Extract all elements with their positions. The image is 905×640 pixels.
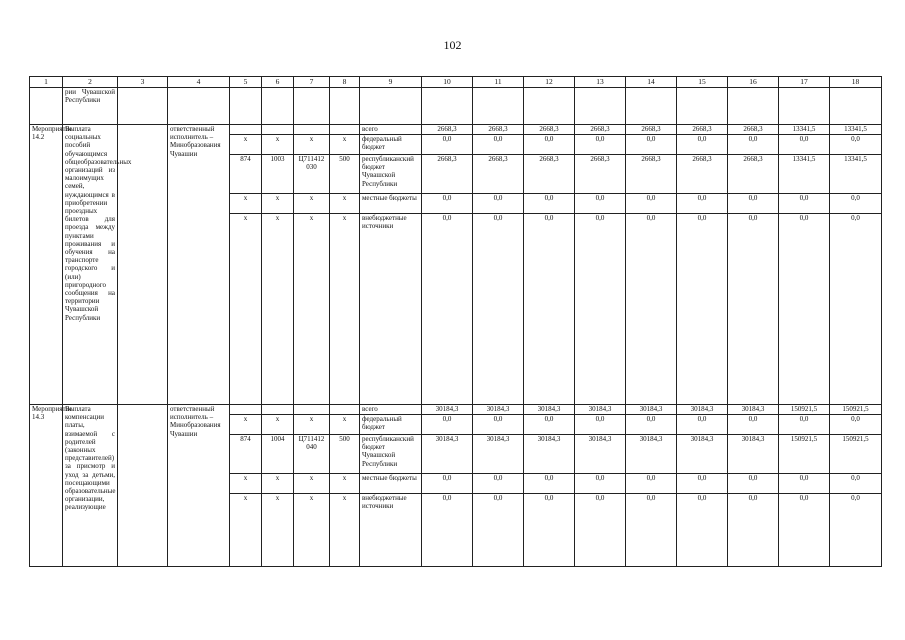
amount-cell: 0,0 bbox=[524, 415, 575, 435]
column-number: 15 bbox=[677, 77, 728, 88]
code-cell-c5: x bbox=[230, 494, 262, 567]
code-cell-c5: x bbox=[230, 415, 262, 435]
code-cell-c7: x bbox=[294, 415, 330, 435]
code-cell-c6: x bbox=[262, 214, 294, 405]
code-cell-c8 bbox=[330, 125, 360, 135]
amount-cell: 30184,3 bbox=[677, 435, 728, 474]
funding-source: республиканский бюджет Чувашской Республики bbox=[360, 155, 422, 194]
amount-cell: 0,0 bbox=[473, 194, 524, 214]
empty-cell bbox=[830, 88, 882, 125]
amount-cell: 0,0 bbox=[422, 415, 473, 435]
column-number: 2 bbox=[63, 77, 118, 88]
amount-cell: 2668,3 bbox=[677, 125, 728, 135]
column-number-row bbox=[30, 77, 882, 88]
amount-cell: 0,0 bbox=[728, 214, 779, 405]
code-cell-c6: x bbox=[262, 135, 294, 155]
column-number: 17 bbox=[779, 77, 830, 88]
amount-cell: 0,0 bbox=[473, 135, 524, 155]
amount-cell: 0,0 bbox=[422, 494, 473, 567]
funding-source: всего bbox=[360, 405, 422, 415]
funding-source: внебюджетные источники bbox=[360, 494, 422, 567]
amount-cell: 2668,3 bbox=[626, 125, 677, 135]
empty-cell bbox=[524, 88, 575, 125]
column-number: 6 bbox=[262, 77, 294, 88]
amount-cell: 0,0 bbox=[779, 474, 830, 494]
table-row bbox=[30, 405, 882, 415]
budget-table bbox=[29, 76, 882, 567]
amount-cell: 30184,3 bbox=[473, 435, 524, 474]
amount-cell: 30184,3 bbox=[524, 435, 575, 474]
code-cell-c5: 874 bbox=[230, 435, 262, 474]
amount-cell: 0,0 bbox=[422, 214, 473, 405]
amount-cell: 30184,3 bbox=[728, 405, 779, 415]
measure-executor: ответственный исполнитель – Минобразования Чувашии bbox=[168, 405, 230, 567]
code-cell-c5: x bbox=[230, 474, 262, 494]
amount-cell: 0,0 bbox=[626, 415, 677, 435]
amount-cell: 30184,3 bbox=[422, 405, 473, 415]
measure-executor: ответственный исполнитель – Минобразования Чувашии bbox=[168, 125, 230, 405]
amount-cell: 30184,3 bbox=[728, 435, 779, 474]
amount-cell: 0,0 bbox=[728, 194, 779, 214]
code-cell-c7: x bbox=[294, 194, 330, 214]
measure-code: Мероприятие 14.2 bbox=[30, 125, 63, 405]
amount-cell: 13341,5 bbox=[830, 155, 882, 194]
amount-cell: 0,0 bbox=[575, 194, 626, 214]
amount-cell: 0,0 bbox=[677, 494, 728, 567]
empty-cell bbox=[360, 88, 422, 125]
amount-cell: 30184,3 bbox=[524, 405, 575, 415]
amount-cell: 0,0 bbox=[473, 474, 524, 494]
code-cell-c8: 500 bbox=[330, 155, 360, 194]
amount-cell: 150921,5 bbox=[830, 435, 882, 474]
amount-cell: 0,0 bbox=[830, 494, 882, 567]
empty-cell bbox=[779, 88, 830, 125]
column-number: 8 bbox=[330, 77, 360, 88]
amount-cell: 0,0 bbox=[575, 214, 626, 405]
amount-cell: 2668,3 bbox=[422, 125, 473, 135]
column-number: 10 bbox=[422, 77, 473, 88]
column-number: 11 bbox=[473, 77, 524, 88]
funding-source: федеральный бюджет bbox=[360, 135, 422, 155]
amount-cell: 13341,5 bbox=[779, 125, 830, 135]
empty-cell bbox=[330, 88, 360, 125]
amount-cell: 0,0 bbox=[524, 214, 575, 405]
column-number: 5 bbox=[230, 77, 262, 88]
code-cell-c5 bbox=[230, 125, 262, 135]
code-cell-c8: x bbox=[330, 474, 360, 494]
amount-cell: 13341,5 bbox=[830, 125, 882, 135]
amount-cell: 0,0 bbox=[677, 194, 728, 214]
code-cell-c5: 874 bbox=[230, 155, 262, 194]
amount-cell: 0,0 bbox=[626, 135, 677, 155]
amount-cell: 0,0 bbox=[422, 135, 473, 155]
amount-cell: 0,0 bbox=[728, 135, 779, 155]
amount-cell: 0,0 bbox=[728, 415, 779, 435]
amount-cell: 0,0 bbox=[524, 494, 575, 567]
funding-source: местные бюджеты bbox=[360, 194, 422, 214]
code-cell-c7: x bbox=[294, 214, 330, 405]
code-cell-c5 bbox=[230, 405, 262, 415]
code-cell-c6: x bbox=[262, 194, 294, 214]
amount-cell: 0,0 bbox=[779, 415, 830, 435]
empty-cell bbox=[677, 88, 728, 125]
amount-cell: 0,0 bbox=[677, 214, 728, 405]
table-row bbox=[30, 125, 882, 135]
amount-cell: 0,0 bbox=[779, 494, 830, 567]
amount-cell: 0,0 bbox=[677, 474, 728, 494]
empty-cell bbox=[728, 88, 779, 125]
amount-cell: 0,0 bbox=[575, 415, 626, 435]
code-cell-c7 bbox=[294, 405, 330, 415]
amount-cell: 150921,5 bbox=[830, 405, 882, 415]
column-number: 18 bbox=[830, 77, 882, 88]
amount-cell: 2668,3 bbox=[524, 155, 575, 194]
amount-cell: 0,0 bbox=[626, 214, 677, 405]
empty-cell bbox=[168, 88, 230, 125]
code-cell-c8: x bbox=[330, 415, 360, 435]
amount-cell: 2668,3 bbox=[728, 155, 779, 194]
code-cell-c7: x bbox=[294, 135, 330, 155]
column-number: 14 bbox=[626, 77, 677, 88]
column-number: 7 bbox=[294, 77, 330, 88]
empty-cell bbox=[422, 88, 473, 125]
amount-cell: 30184,3 bbox=[422, 435, 473, 474]
amount-cell: 0,0 bbox=[830, 194, 882, 214]
code-cell-c7: x bbox=[294, 474, 330, 494]
measure-code: Мероприятие 14.3 bbox=[30, 405, 63, 567]
code-cell-c6: 1003 bbox=[262, 155, 294, 194]
page-number: 102 bbox=[443, 38, 462, 52]
funding-source: всего bbox=[360, 125, 422, 135]
measure-name: Выплата компенсации платы, взимаемой с родителей (законных представителей) за присмотр и уход за детьми, посещающими образовательные организации, реализующие bbox=[63, 405, 118, 567]
code-cell-c6 bbox=[262, 125, 294, 135]
measure-col3 bbox=[118, 125, 168, 405]
code-cell-c5: x bbox=[230, 214, 262, 405]
amount-cell: 0,0 bbox=[524, 135, 575, 155]
amount-cell: 2668,3 bbox=[524, 125, 575, 135]
amount-cell: 0,0 bbox=[473, 494, 524, 567]
amount-cell: 0,0 bbox=[575, 474, 626, 494]
code-cell-c6: 1004 bbox=[262, 435, 294, 474]
funding-source: внебюджетные источники bbox=[360, 214, 422, 405]
code-cell-c8 bbox=[330, 405, 360, 415]
code-cell-c6 bbox=[262, 405, 294, 415]
empty-cell bbox=[473, 88, 524, 125]
code-cell-c6: x bbox=[262, 474, 294, 494]
empty-cell bbox=[294, 88, 330, 125]
funding-source: местные бюджеты bbox=[360, 474, 422, 494]
amount-cell: 0,0 bbox=[524, 474, 575, 494]
funding-source: федеральный бюджет bbox=[360, 415, 422, 435]
amount-cell: 30184,3 bbox=[626, 435, 677, 474]
column-number: 16 bbox=[728, 77, 779, 88]
code-cell-c7: Ц711412 030 bbox=[294, 155, 330, 194]
code-cell-c8: x bbox=[330, 214, 360, 405]
code-cell-c8: 500 bbox=[330, 435, 360, 474]
amount-cell: 0,0 bbox=[830, 214, 882, 405]
amount-cell: 0,0 bbox=[830, 415, 882, 435]
amount-cell: 0,0 bbox=[626, 474, 677, 494]
code-cell-c8: x bbox=[330, 494, 360, 567]
amount-cell: 30184,3 bbox=[575, 405, 626, 415]
code-cell-c7: Ц711412 040 bbox=[294, 435, 330, 474]
amount-cell: 0,0 bbox=[779, 135, 830, 155]
empty-cell bbox=[118, 88, 168, 125]
empty-cell bbox=[575, 88, 626, 125]
amount-cell: 0,0 bbox=[626, 194, 677, 214]
amount-cell: 2668,3 bbox=[677, 155, 728, 194]
amount-cell: 2668,3 bbox=[422, 155, 473, 194]
amount-cell: 0,0 bbox=[473, 415, 524, 435]
amount-cell: 2668,3 bbox=[728, 125, 779, 135]
amount-cell: 0,0 bbox=[524, 194, 575, 214]
continuation-text: рии Чувашской Республики bbox=[63, 88, 118, 125]
code-cell-c6: x bbox=[262, 494, 294, 567]
amount-cell: 0,0 bbox=[677, 415, 728, 435]
column-number: 1 bbox=[30, 77, 63, 88]
amount-cell: 150921,5 bbox=[779, 435, 830, 474]
amount-cell: 2668,3 bbox=[473, 125, 524, 135]
amount-cell: 0,0 bbox=[779, 214, 830, 405]
empty-cell bbox=[262, 88, 294, 125]
amount-cell: 0,0 bbox=[728, 494, 779, 567]
column-number: 12 bbox=[524, 77, 575, 88]
amount-cell: 0,0 bbox=[728, 474, 779, 494]
amount-cell: 2668,3 bbox=[626, 155, 677, 194]
funding-source: республиканский бюджет Чувашской Республики bbox=[360, 435, 422, 474]
measure-name: Выплата социальных пособий обучающимся общеобразовательных организаций из малоимущих семей, нуждающимся в приобретении проездных билетов для проезда между пунктами проживания и обучения на транспорте городского и (или) пригородного сообщения на территории Чувашской Республики bbox=[63, 125, 118, 405]
amount-cell: 13341,5 bbox=[779, 155, 830, 194]
code-cell-c8: x bbox=[330, 135, 360, 155]
code-cell-c5: x bbox=[230, 135, 262, 155]
amount-cell: 2668,3 bbox=[575, 125, 626, 135]
column-number: 4 bbox=[168, 77, 230, 88]
amount-cell: 0,0 bbox=[830, 135, 882, 155]
amount-cell: 0,0 bbox=[677, 135, 728, 155]
code-cell-c8: x bbox=[330, 194, 360, 214]
code-cell-c7: x bbox=[294, 494, 330, 567]
amount-cell: 0,0 bbox=[422, 474, 473, 494]
amount-cell: 0,0 bbox=[575, 135, 626, 155]
code-cell-c7 bbox=[294, 125, 330, 135]
measure-col3 bbox=[118, 405, 168, 567]
amount-cell: 30184,3 bbox=[677, 405, 728, 415]
amount-cell: 150921,5 bbox=[779, 405, 830, 415]
empty-cell bbox=[230, 88, 262, 125]
column-number: 3 bbox=[118, 77, 168, 88]
empty-cell bbox=[626, 88, 677, 125]
amount-cell: 2668,3 bbox=[575, 155, 626, 194]
amount-cell: 0,0 bbox=[473, 214, 524, 405]
amount-cell: 0,0 bbox=[779, 194, 830, 214]
amount-cell: 0,0 bbox=[422, 194, 473, 214]
amount-cell: 2668,3 bbox=[473, 155, 524, 194]
empty-cell bbox=[30, 88, 63, 125]
amount-cell: 0,0 bbox=[626, 494, 677, 567]
continuation-row bbox=[30, 88, 882, 125]
column-number: 13 bbox=[575, 77, 626, 88]
amount-cell: 30184,3 bbox=[575, 435, 626, 474]
amount-cell: 30184,3 bbox=[473, 405, 524, 415]
amount-cell: 30184,3 bbox=[626, 405, 677, 415]
code-cell-c6: x bbox=[262, 415, 294, 435]
column-number: 9 bbox=[360, 77, 422, 88]
amount-cell: 0,0 bbox=[575, 494, 626, 567]
amount-cell: 0,0 bbox=[830, 474, 882, 494]
code-cell-c5: x bbox=[230, 194, 262, 214]
